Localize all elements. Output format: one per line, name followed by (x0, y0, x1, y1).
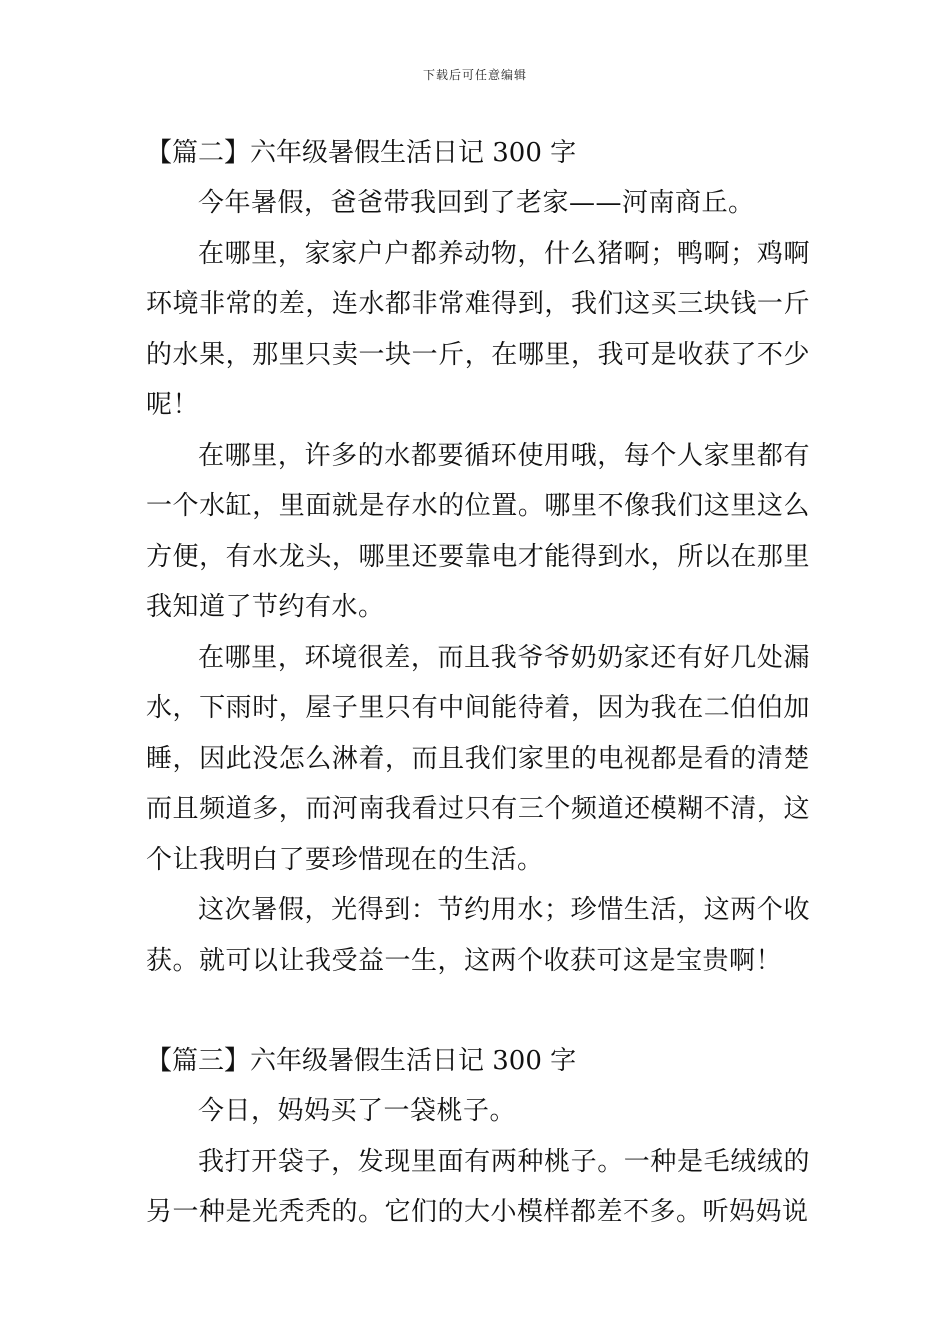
paragraph: 在哪里，许多的水都要循环使用哦，每个人家里都有一个水缸，里面就是存水的位置。哪里不像我们这里这么方便，有水龙头，哪里还要靠电才能得到水，所以在那里我知道了节约有水。 (146, 440, 810, 622)
paragraph: 今日，妈妈买了一袋桃子。 (198, 1096, 517, 1126)
diary-section-3 (146, 1036, 810, 1238)
page-header-note: 下载后可任意编辑 (422, 68, 527, 82)
document-body (146, 128, 810, 1238)
diary-section-2 (146, 128, 810, 986)
paragraph: 我打开袋子，发现里面有两种桃子。一种是毛绒绒的另一种是光秃秃的。它们的大小模样都差不多。听妈妈说 (146, 1146, 810, 1227)
paragraph: 今年暑假，爸爸带我回到了老家——河南商丘。 (198, 188, 755, 218)
paragraph: 在哪里，环境很差，而且我爷爷奶奶家还有好几处漏水，下雨时，屋子里只有中间能待着，因为我在二伯伯加睡，因此没怎么淋着，而且我们家里的电视都是看的清楚而且频道多，而河南我看过只有三个频道还模糊不清，这个让我明白了要珍惜现在的生活。 (146, 642, 810, 875)
paragraph: 这次暑假，光得到：节约用水；珍惜生活，这两个收获。就可以让我受益一生，这两个收获可这是宝贵啊！ (146, 895, 810, 976)
paragraph: 在哪里，家家户户都养动物，什么猪啊；鸭啊；鸡啊环境非常的差，连水都非常难得到，我们这买三块钱一斤的水果，那里只卖一块一斤，在哪里，我可是收获了不少呢！ (146, 238, 810, 420)
section-title: 【篇三】六年级暑假生活日记 300 字 (146, 1046, 577, 1076)
section-title: 【篇二】六年级暑假生活日记 300 字 (146, 138, 577, 168)
